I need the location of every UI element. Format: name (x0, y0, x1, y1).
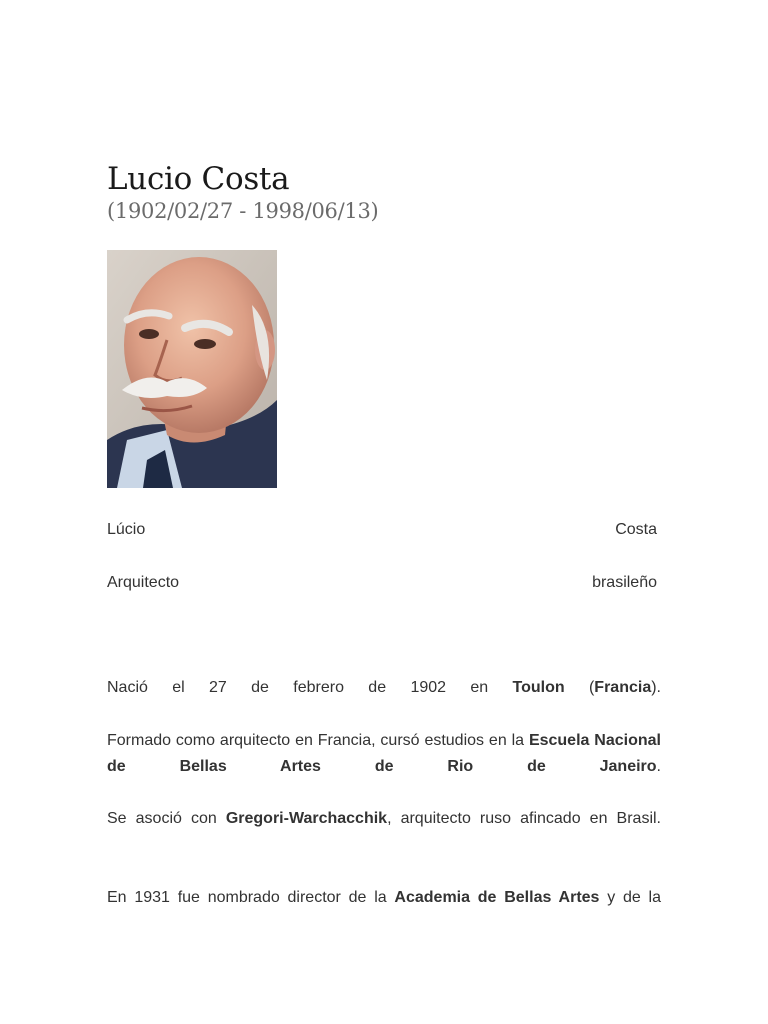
portrait-photo (107, 250, 277, 488)
document-page (107, 160, 662, 906)
paragraph-partner (107, 806, 661, 832)
role-line (107, 570, 657, 596)
name-line (107, 517, 657, 543)
paragraph-director (107, 885, 661, 911)
first-name: Lúcio (107, 521, 146, 538)
paragraph-text: ). (651, 679, 661, 696)
paragraph-text: , arquitecto ruso afincado en Brasil. (387, 810, 661, 827)
page-title: Lucio Costa (107, 161, 290, 197)
nationality: brasileño (592, 574, 657, 591)
life-dates: (1902/02/27 - 1998/06/13) (107, 199, 379, 223)
bold-school: Escuela Nacional de Bellas Artes de Rio de Janeiro (107, 732, 661, 775)
portrait-icon (107, 250, 277, 488)
paragraph-birth (107, 675, 661, 701)
paragraph-text: . (656, 758, 661, 775)
paragraph-text: En 1931 fue nombrado director de la (107, 889, 395, 906)
paragraph-text: Formado como arquitecto en Francia, cursó estudios en la (107, 732, 529, 749)
paragraph-text: y de la (599, 889, 662, 906)
paragraph-text: Nació el 27 de febrero de 1902 en (107, 679, 513, 696)
bold-partner: Gregori-Warchacchik (225, 810, 388, 827)
role: Arquitecto (107, 574, 180, 591)
bold-country: Francia (594, 679, 652, 696)
bold-academy: Academia de Bellas Artes (394, 889, 600, 906)
last-name: Costa (615, 521, 657, 538)
paragraph-education (107, 728, 661, 780)
paragraph-text: ( (564, 679, 595, 696)
paragraph-text: Se asoció con (107, 810, 226, 827)
bold-place: Toulon (512, 679, 565, 696)
